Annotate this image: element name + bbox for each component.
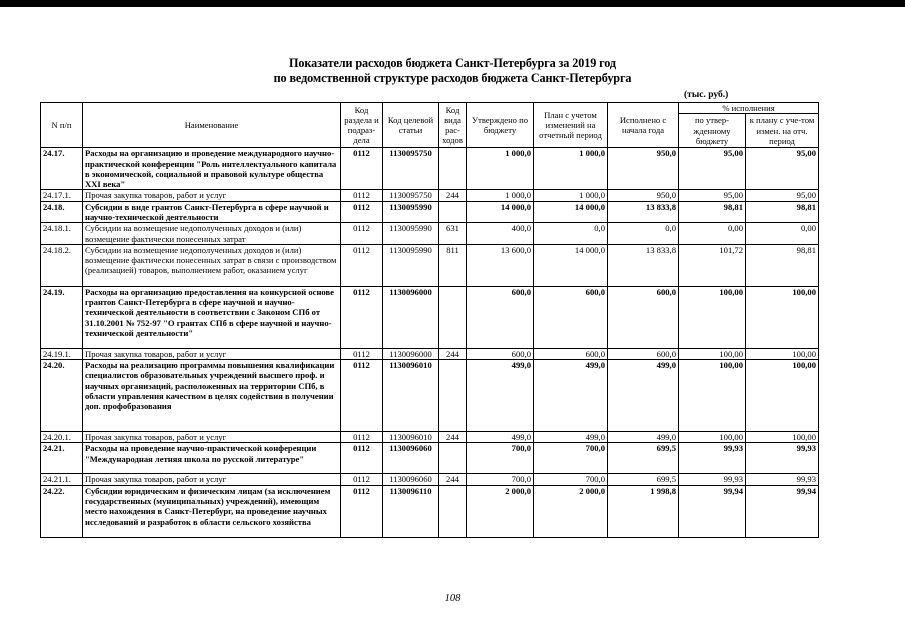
cell-executed: 499,0 [608, 360, 679, 432]
cell-num: 24.20.1. [41, 432, 83, 443]
cell-pct-approved: 98,81 [679, 201, 746, 223]
table-row [41, 286, 819, 348]
cell-pct-approved: 100,00 [679, 432, 746, 443]
cell-section: 0112 [341, 432, 383, 443]
cell-num: 24.22. [41, 485, 83, 537]
cell-pct-plan: 95,00 [746, 190, 819, 201]
cell-num: 24.21. [41, 443, 83, 474]
cell-approved: 400,0 [467, 223, 534, 245]
cell-approved: 13 600,0 [467, 244, 534, 286]
cell-pct-plan: 100,00 [746, 348, 819, 359]
document-title-line-2: по ведомственной структуре расходов бюджета Санкт-Петербурга [273, 71, 632, 85]
table-row [41, 432, 819, 443]
header-num: N п/п [41, 103, 83, 148]
cell-name: Расходы на организацию и проведение международного научно-практической конференции "Роль интеллектуального капитала в экономической, социальной и правовой культуре общества XXI века" [83, 148, 341, 190]
cell-plan: 1 000,0 [534, 148, 608, 190]
table-row [41, 201, 819, 223]
table-row [41, 348, 819, 359]
cell-executed: 600,0 [608, 286, 679, 348]
table-row [41, 443, 819, 474]
header-pct-plan: к плану с уче-том измен. на отч. период [746, 114, 819, 148]
cell-name: Расходы на организацию предоставления на конкурсной основе грантов Санкт-Петербурга в сфере научной и научно-технической деятельности в соответствии с Законом СПб от 31.10.2001 № 752-97 "О грантах СПб в сфере научной и научно-технической деятельности" [83, 286, 341, 348]
cell-pct-approved: 0,00 [679, 223, 746, 245]
cell-pct-plan: 98,81 [746, 244, 819, 286]
page-number: 108 [444, 593, 461, 604]
cell-num: 24.18.1. [41, 223, 83, 245]
table-row [41, 474, 819, 485]
table-row [41, 148, 819, 190]
cell-num: 24.21.1. [41, 474, 83, 485]
cell-num: 24.18.2. [41, 244, 83, 286]
cell-section: 0112 [341, 443, 383, 474]
cell-pct-approved: 95,00 [679, 190, 746, 201]
cell-target: 1130095750 [383, 148, 439, 190]
cell-kind: 244 [439, 190, 467, 201]
table-row [41, 244, 819, 286]
expenditure-table [40, 102, 819, 538]
cell-kind [439, 485, 467, 537]
cell-plan: 14 000,0 [534, 244, 608, 286]
cell-approved: 600,0 [467, 348, 534, 359]
cell-pct-plan: 0,00 [746, 223, 819, 245]
cell-kind: 244 [439, 348, 467, 359]
cell-section: 0112 [341, 190, 383, 201]
cell-target: 1130095990 [383, 244, 439, 286]
cell-approved: 600,0 [467, 286, 534, 348]
cell-pct-approved: 99,94 [679, 485, 746, 537]
table-row [41, 190, 819, 201]
header-plan: План с учетом изменений на отчетный период [534, 103, 608, 148]
cell-pct-plan: 95,00 [746, 148, 819, 190]
cell-name: Расходы на реализацию программы повышения квалификации специалистов образовательных учреждений высшего проф. и научных организаций, расположенных на территории СПб, в области управления качеством в целях содействия в получении доп. профобразования [83, 360, 341, 432]
cell-kind: 811 [439, 244, 467, 286]
cell-num: 24.17.1. [41, 190, 83, 201]
cell-name: Субсидии на возмещение недополученных доходов и (или) возмещение фактически понесенных затрат [83, 223, 341, 245]
cell-target: 1130095990 [383, 223, 439, 245]
cell-target: 1130096000 [383, 286, 439, 348]
cell-name: Субсидии на возмещение недополученных доходов и (или) возмещение фактически понесенных затрат в связи с производством (реализацией) товаров, выполнением работ, оказанием услуг [83, 244, 341, 286]
cell-executed: 600,0 [608, 348, 679, 359]
cell-plan: 600,0 [534, 286, 608, 348]
cell-name: Прочая закупка товаров, работ и услуг [83, 432, 341, 443]
cell-approved: 700,0 [467, 443, 534, 474]
header-approved: Утверждено по бюджету [467, 103, 534, 148]
cell-executed: 0,0 [608, 223, 679, 245]
cell-plan: 700,0 [534, 474, 608, 485]
cell-pct-approved: 100,00 [679, 286, 746, 348]
cell-section: 0112 [341, 474, 383, 485]
cell-pct-approved: 101,72 [679, 244, 746, 286]
header-section: Код раздела и подраз-дела [341, 103, 383, 148]
cell-pct-approved: 100,00 [679, 360, 746, 432]
cell-pct-plan: 99,93 [746, 443, 819, 474]
table-row [41, 360, 819, 432]
cell-name: Субсидии юридическим и физическим лицам (за исключением государственных (муниципальных) учреждений), имеющим место нахождения в Санкт-Петербург, на проведение научных исследований и разработок в области сельского хозяйства [83, 485, 341, 537]
cell-pct-plan: 100,00 [746, 286, 819, 348]
cell-pct-plan: 98,81 [746, 201, 819, 223]
cell-target: 1130096010 [383, 432, 439, 443]
cell-target: 1130096060 [383, 474, 439, 485]
cell-section: 0112 [341, 148, 383, 190]
cell-target: 1130096110 [383, 485, 439, 537]
cell-approved: 499,0 [467, 432, 534, 443]
cell-section: 0112 [341, 360, 383, 432]
cell-plan: 700,0 [534, 443, 608, 474]
cell-num: 24.19.1. [41, 348, 83, 359]
cell-plan: 0,0 [534, 223, 608, 245]
cell-plan: 499,0 [534, 360, 608, 432]
cell-pct-approved: 100,00 [679, 348, 746, 359]
cell-approved: 1 000,0 [467, 148, 534, 190]
cell-kind [439, 201, 467, 223]
header-executed: Исполнено с начала года [608, 103, 679, 148]
cell-approved: 2 000,0 [467, 485, 534, 537]
cell-plan: 2 000,0 [534, 485, 608, 537]
header-kind: Код вида рас-ходов [439, 103, 467, 148]
header-pct-approved: по утвер-жденному бюджету [679, 114, 746, 148]
cell-target: 1130096010 [383, 360, 439, 432]
cell-approved: 14 000,0 [467, 201, 534, 223]
cell-kind [439, 360, 467, 432]
cell-executed: 950,0 [608, 190, 679, 201]
cell-target: 1130096000 [383, 348, 439, 359]
header-name: Наименование [83, 103, 341, 148]
cell-target: 1130095750 [383, 190, 439, 201]
cell-executed: 13 833,8 [608, 201, 679, 223]
cell-section: 0112 [341, 244, 383, 286]
cell-executed: 699,5 [608, 443, 679, 474]
cell-target: 1130096060 [383, 443, 439, 474]
table-header [41, 103, 819, 148]
cell-approved: 499,0 [467, 360, 534, 432]
cell-section: 0112 [341, 223, 383, 245]
cell-executed: 950,0 [608, 148, 679, 190]
cell-pct-plan: 99,93 [746, 474, 819, 485]
cell-pct-plan: 100,00 [746, 432, 819, 443]
table-row [41, 485, 819, 537]
cell-kind: 244 [439, 432, 467, 443]
cell-name: Расходы на проведение научно-практической конференции "Международная летняя школа по русской литературе" [83, 443, 341, 474]
cell-section: 0112 [341, 286, 383, 348]
cell-kind: 631 [439, 223, 467, 245]
cell-name: Субсидии в виде грантов Санкт-Петербурга в сфере научной и научно-технической деятельности [83, 201, 341, 223]
cell-num: 24.20. [41, 360, 83, 432]
cell-plan: 14 000,0 [534, 201, 608, 223]
cell-name: Прочая закупка товаров, работ и услуг [83, 190, 341, 201]
cell-num: 24.18. [41, 201, 83, 223]
cell-name: Прочая закупка товаров, работ и услуг [83, 474, 341, 485]
cell-kind [439, 148, 467, 190]
table-row [41, 223, 819, 245]
cell-pct-plan: 99,94 [746, 485, 819, 537]
header-pct-group: % исполнения [679, 103, 819, 114]
table-body [41, 148, 819, 538]
cell-executed: 499,0 [608, 432, 679, 443]
page-top-border [0, 0, 905, 7]
cell-kind [439, 443, 467, 474]
cell-pct-approved: 95,00 [679, 148, 746, 190]
document-title-line-1: Показатели расходов бюджета Санкт-Петербурга за 2019 год [288, 56, 617, 70]
cell-num: 24.17. [41, 148, 83, 190]
cell-kind [439, 286, 467, 348]
cell-pct-approved: 99,93 [679, 474, 746, 485]
cell-pct-plan: 100,00 [746, 360, 819, 432]
cell-pct-approved: 99,93 [679, 443, 746, 474]
header-target: Код целевой статьи [383, 103, 439, 148]
cell-plan: 600,0 [534, 348, 608, 359]
cell-section: 0112 [341, 485, 383, 537]
cell-approved: 1 000,0 [467, 190, 534, 201]
cell-executed: 1 998,8 [608, 485, 679, 537]
cell-num: 24.19. [41, 286, 83, 348]
cell-section: 0112 [341, 201, 383, 223]
cell-plan: 499,0 [534, 432, 608, 443]
cell-name: Прочая закупка товаров, работ и услуг [83, 348, 341, 359]
cell-executed: 13 833,8 [608, 244, 679, 286]
cell-kind: 244 [439, 474, 467, 485]
cell-section: 0112 [341, 348, 383, 359]
cell-executed: 699,5 [608, 474, 679, 485]
cell-approved: 700,0 [467, 474, 534, 485]
cell-plan: 1 000,0 [534, 190, 608, 201]
units-label: (тыс. руб.) [684, 90, 729, 100]
cell-target: 1130095990 [383, 201, 439, 223]
